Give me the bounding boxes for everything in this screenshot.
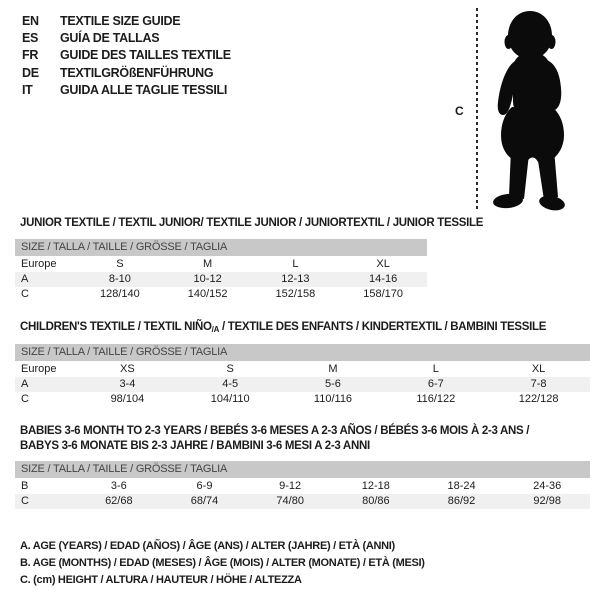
row-label: A xyxy=(21,378,29,390)
language-label: GUIDE DES TAILLES TEXTILE xyxy=(60,48,231,63)
children-textile-title xyxy=(20,320,546,337)
row-label: A xyxy=(21,273,29,285)
babies-textile-table xyxy=(15,461,590,509)
age-cell: 10-12 xyxy=(193,273,222,285)
language-label: TEXTILE SIZE GUIDE xyxy=(60,14,181,28)
size-cell: M xyxy=(203,258,213,270)
row-label: B xyxy=(21,480,29,492)
table-row xyxy=(15,287,427,302)
footnote-c: C. (cm) HEIGHT / ALTURA / HAUTEUR / HÖHE / ALTEZZA xyxy=(20,573,302,586)
language-row-es xyxy=(22,30,231,47)
language-code: IT xyxy=(22,82,33,97)
height-cell: 128/140 xyxy=(99,288,140,300)
title-line: BABIES 3-6 MONTH TO 2-3 YEARS / BEBÉS 3-6 MESES A 2-3 AÑOS / BÉBÉS 3-6 MOIS À 2-3 ANS / xyxy=(20,425,530,437)
age-cell: 14-16 xyxy=(369,273,398,285)
row-label: C xyxy=(21,495,29,507)
height-cell: 98/104 xyxy=(110,393,145,405)
row-label: C xyxy=(21,288,29,300)
age-cell: 3-6 xyxy=(110,480,127,492)
language-row-it xyxy=(22,82,231,99)
age-cell: 6-9 xyxy=(196,480,213,492)
language-row-en xyxy=(22,13,231,30)
height-measure-line xyxy=(476,8,478,210)
age-cell: 7-8 xyxy=(530,378,547,390)
age-cell: 12-18 xyxy=(361,480,390,492)
table-row xyxy=(15,392,590,407)
size-cell: XL xyxy=(531,363,546,375)
size-header-bar: SIZE / TALLA / TAILLE / GRÖSSE / TAGLIA xyxy=(15,239,427,256)
height-measure-label: C xyxy=(455,104,464,118)
height-cell: 86/92 xyxy=(447,495,476,507)
language-row-fr xyxy=(22,47,231,64)
size-cell: L xyxy=(292,258,299,270)
size-cell: XL xyxy=(376,258,390,270)
size-cell: S xyxy=(226,363,234,375)
height-cell: 122/128 xyxy=(518,393,559,405)
height-cell: 104/110 xyxy=(210,393,250,405)
title-text: CHILDREN'S TEXTILE / TEXTIL NIÑO xyxy=(20,321,212,333)
size-cell: M xyxy=(328,363,338,375)
height-cell: 116/122 xyxy=(416,393,456,405)
age-cell: 3-4 xyxy=(119,378,136,390)
title-line: BABYS 3-6 MONATE BIS 2-3 JAHRE / BAMBINI 3-6 MESI A 2-3 ANNI xyxy=(20,440,370,452)
age-cell: 9-12 xyxy=(279,480,302,492)
baby-silhouette xyxy=(486,9,578,211)
age-cell: 18-24 xyxy=(447,480,476,492)
age-cell: 5-6 xyxy=(325,378,341,390)
table-row xyxy=(15,272,427,287)
age-cell: 8-10 xyxy=(108,273,131,285)
title-text: / TEXTILE DES ENFANTS / KINDERTEXTIL / BAMBINI TESSILE xyxy=(219,321,547,333)
language-code: ES xyxy=(22,31,39,46)
size-cell: L xyxy=(432,363,439,375)
row-label: Europe xyxy=(21,258,57,270)
height-cell: 158/170 xyxy=(363,288,403,300)
table-row xyxy=(15,479,590,494)
table-row xyxy=(15,377,590,392)
junior-textile-table xyxy=(15,239,427,302)
size-header-bar: SIZE / TALLA / TAILLE / GRÖSSE / TAGLIA xyxy=(15,461,590,478)
age-cell: 4-5 xyxy=(222,378,239,390)
age-cell: 6-7 xyxy=(427,378,444,390)
height-cell: 110/116 xyxy=(313,393,353,405)
footnote-b: B. AGE (MONTHS) / EDAD (MESES) / ÂGE (MOIS) / ALTER (MONATE) / ETÀ (MESI) xyxy=(20,556,425,569)
height-cell: 68/74 xyxy=(190,495,219,507)
babies-textile-title xyxy=(20,424,585,454)
language-label: GUÍA DE TALLAS xyxy=(60,31,160,46)
row-label: Europe xyxy=(21,363,57,375)
size-cell: S xyxy=(116,258,124,270)
height-cell: 74/80 xyxy=(276,495,304,507)
junior-textile-title: JUNIOR TEXTILE / TEXTIL JUNIOR/ TEXTILE JUNIOR / JUNIORTEXTIL / JUNIOR TESSILE xyxy=(20,217,484,229)
language-code: EN xyxy=(22,14,39,28)
table-row xyxy=(15,494,590,509)
language-list xyxy=(22,13,231,99)
language-label: TEXTILGRÖßENFÜHRUNG xyxy=(60,65,214,80)
height-cell: 62/68 xyxy=(105,495,133,507)
size-header-bar: SIZE / TALLA / TAILLE / GRÖSSE / TAGLIA xyxy=(15,344,590,361)
children-textile-table xyxy=(15,344,590,407)
language-code: FR xyxy=(22,48,39,63)
age-cell: 12-13 xyxy=(281,273,310,285)
row-label: C xyxy=(21,393,29,405)
table-row xyxy=(15,362,590,377)
size-cell: XS xyxy=(120,363,135,375)
height-cell: 92/98 xyxy=(533,495,561,507)
table-row xyxy=(15,257,427,272)
height-cell: 80/86 xyxy=(362,495,390,507)
language-row-de xyxy=(22,65,231,82)
legend-footnotes xyxy=(20,538,425,588)
title-subscript: /A xyxy=(211,325,220,334)
height-cell: 140/152 xyxy=(187,288,228,300)
age-cell: 24-36 xyxy=(533,480,562,492)
language-code: DE xyxy=(22,65,39,80)
height-cell: 152/158 xyxy=(275,288,316,300)
language-label: GUIDA ALLE TAGLIE TESSILI xyxy=(60,82,228,97)
footnote-a: A. AGE (YEARS) / EDAD (AÑOS) / ÂGE (ANS) / ALTER (JAHRE) / ETÀ (ANNI) xyxy=(20,540,395,552)
